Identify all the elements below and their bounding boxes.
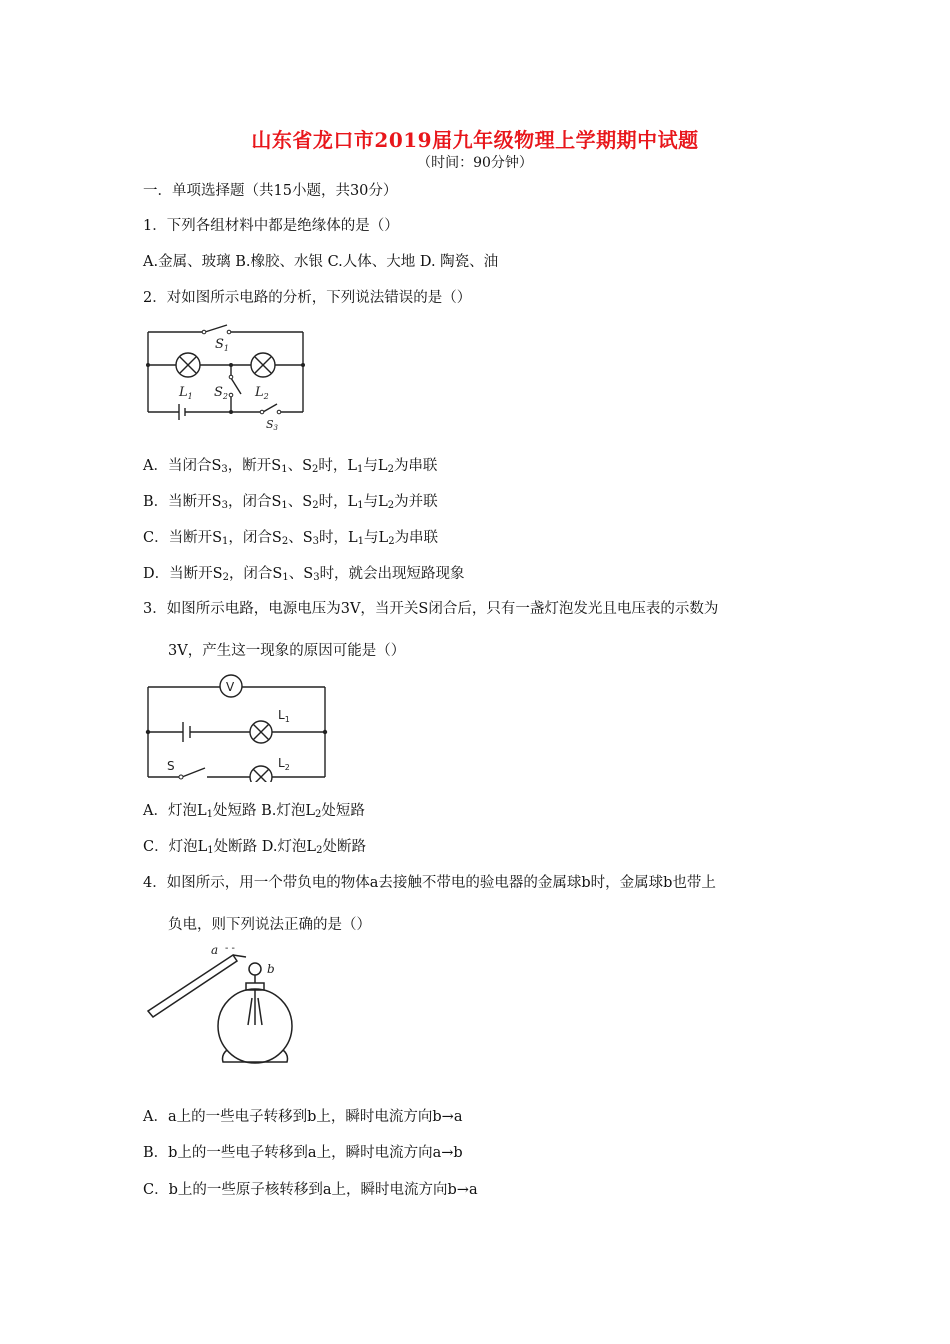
svg-text:S1: $S_1$: [215, 337, 229, 353]
q2-option-c: C．当断开$S_1$，闭合$S_2$、$S_3$时，$L_1$与$L_2$为串联: [143, 530, 439, 547]
q2-option-b: B．当断开$S_3$，闭合$S_1$、$S_2$时，$L_1$与$L_2$为并联: [143, 494, 438, 511]
q3-options-cd: C．灯泡$L_1$处断路 D.灯泡$L_2$处断路: [143, 839, 366, 856]
svg-text:L1: $L_1$: [278, 708, 290, 724]
svg-text:S3: S3: [266, 418, 279, 432]
q1-options: A.金属、玻璃 B.橡胶、水银 C.人体、大地 D. 陶瓷、油: [143, 254, 499, 270]
q2-stem: 2．对如图所示电路的分析，下列说法错误的是（）: [143, 290, 472, 306]
q4-option-a: A．a上的一些电子转移到b上，瞬时电流方向b→a: [143, 1109, 463, 1125]
page-title: 山东省龙口市2019届九年级物理上学期期中试题: [251, 128, 699, 152]
svg-text:S2: $S_2$: [214, 385, 228, 401]
svg-text:L2: $L_2$: [255, 385, 269, 401]
q2-label-s1: S: [215, 337, 224, 352]
q3-label-s: S: [167, 759, 175, 773]
q2-circuit-diagram: [143, 322, 308, 432]
q2-option-a: A．当闭合$S_3$，断开$S_1$、$S_2$时，$L_1$与$L_2$为串联: [143, 458, 438, 475]
section-heading: 一．单项选择题（共15小题，共30分）: [143, 183, 398, 199]
q3-stem-line1: 3．如图所示电路，电源电压为3V，当开关S闭合后，只有一盏灯泡发光且电压表的示数为: [143, 601, 719, 617]
q1-stem: 1．下列各组材料中都是绝缘体的是（）: [143, 218, 399, 234]
q3-label-l2: L: [278, 756, 285, 770]
q2-label-l1: L: [179, 385, 188, 400]
q4-label-a: a: [211, 943, 219, 957]
q3-circuit-diagram: [143, 672, 333, 782]
q2-option-d: D．当断开$S_2$，闭合$S_1$、$S_3$时，就会出现短路现象: [143, 566, 465, 583]
q3-label-l1: L: [278, 708, 285, 722]
q4-stem-line1: 4．如图所示，用一个带负电的物体a去接触不带电的验电器的金属球b时，金属球b也带上: [143, 875, 716, 891]
q4-option-b: B．b上的一些电子转移到a上，瞬时电流方向a→b: [143, 1145, 463, 1161]
q4-option-c: C．b上的一些原子核转移到a上，瞬时电流方向b→a: [143, 1182, 478, 1198]
q3-options-ab: A．灯泡$L_1$处短路 B.灯泡$L_2$处短路: [143, 803, 365, 820]
exam-duration: （时间：90分钟）: [417, 155, 533, 171]
q2-label-s3: S: [266, 418, 274, 431]
svg-text:L2: $L_2$: [278, 756, 290, 772]
q4-minus-marks: - -: [225, 943, 235, 954]
q3-stem-line2: 3V，产生这一现象的原因可能是（）: [168, 643, 406, 659]
q2-label-s2: S: [214, 385, 223, 400]
q4-label-b: b: [267, 962, 275, 976]
svg-text:L1: $L_1$: [179, 385, 193, 401]
q3-voltmeter-label: V: [226, 680, 235, 694]
q2-label-l2: L: [255, 385, 264, 400]
q4-stem-line2: 负电，则下列说法正确的是（）: [168, 917, 371, 933]
q4-electroscope-diagram: [145, 943, 295, 1068]
